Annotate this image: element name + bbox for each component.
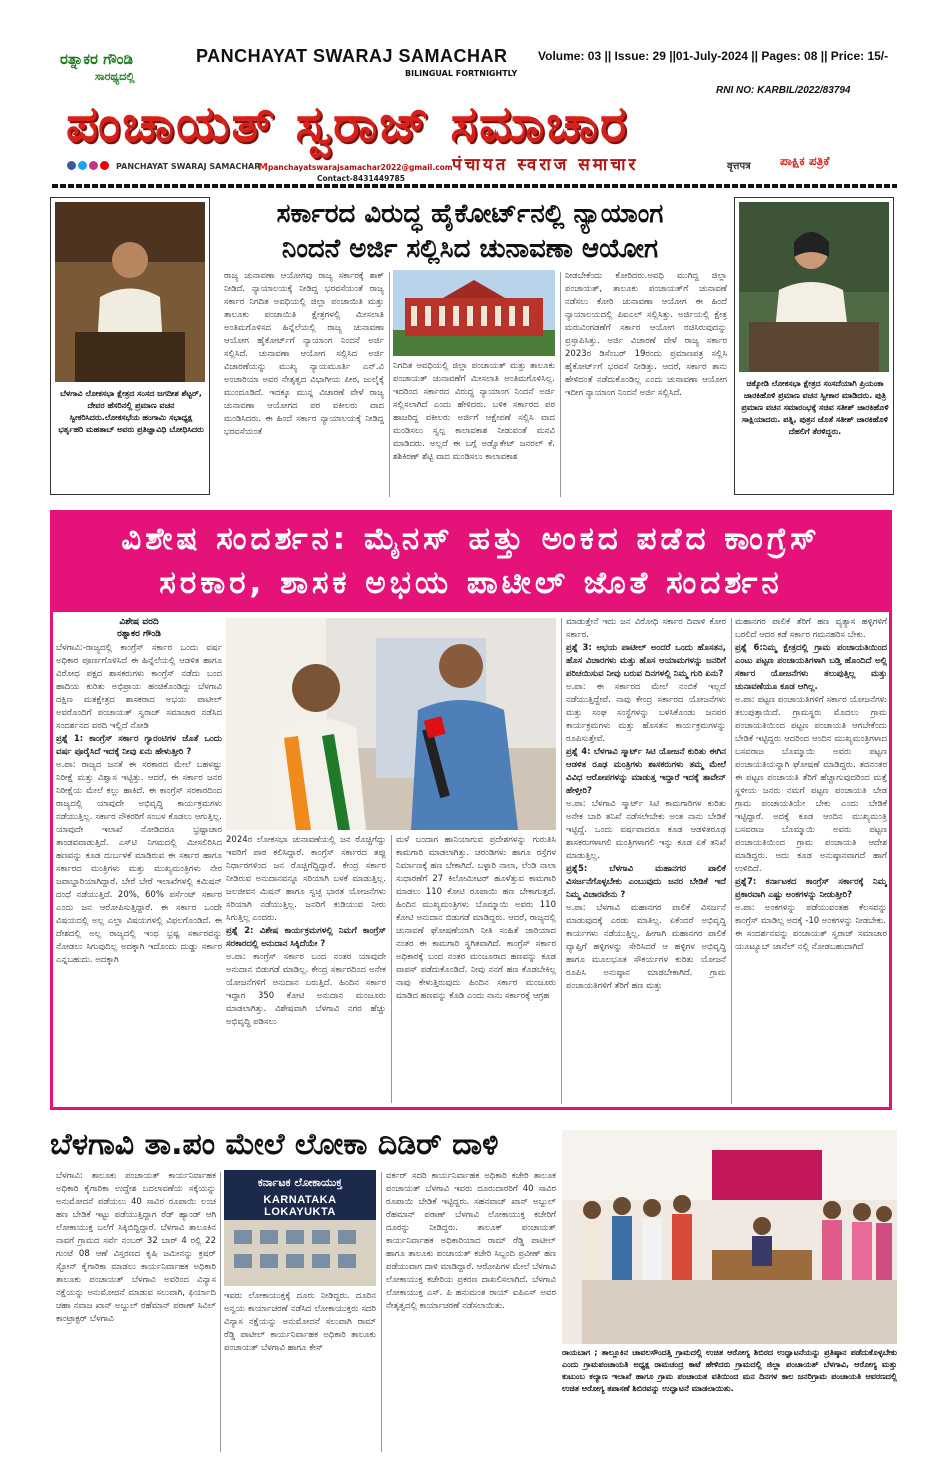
instagram-icon [89,161,98,170]
byline-author: ರತ್ನಾಕರ ಗೌಂಡಿ [117,629,161,639]
high-court-photo [393,270,555,356]
facebook-icon [67,161,76,170]
column-divider [561,618,562,1104]
social-icons [67,161,109,170]
vruttapatra-label: वृत्तपत्र [727,161,751,172]
lokayukta-sign-kannada: ಕರ್ನಾಟಕ ಲೋಕಾಯುಕ್ತ [257,1176,343,1189]
byline [56,616,222,640]
answer-1: ಅ.ಪಾ: ರಾಜ್ಯದ ಜನತೆ ಈ ಸರಕಾರದ ಮೇಲೆ ಬಹಳಷ್ಟು ನಿರೀಕ್ಷೆ ಮತ್ತು ವಿಶ್ವಾಸ ಇಟ್ಟಿತ್ತು. ಆದರೆ, ಈ ಸರ್ಕಾರ ಜನರ ನಿರೀಕ್ಷೆಯ ಮೇಲೆ ಕಲ್ಲು ಹಾಕಿದೆ. ಈ ಕಾಂಗ್ರೆಸ್ ಸರಕಾರದಿಂದ ರಾಜ್ಯದಲ್ಲಿ ಯಾವುದೇ ಅಭಿವೃದ್ಧಿ ಕಾರ್ಯಕ್ರಮಗಳು ನಡೆಯುತ್ತಿಲ್ಲ. ಸರ್ಕಾರ ನೌಕರರಿಗೆ ಸಂಬಳ ಕೊಡಲು ಆಗುತ್ತಿಲ್ಲ. ಯಾವುದೇ ಇಲಾಖೆ ನೋಡಿದರೂ ಭ್ರಷ್ಟಾಚಾರ ತಾಂಡವವಾಡುತ್ತಿದೆ. ಎಸ್‌ಟಿ ನಿಗಮದಲ್ಲಿ ಮೀಸಲಿರಿಸಿದ ಹಣವನ್ನು ಕೂಡ ದುರ್ಬಳಕೆ ಮಾಡಿರುವ ಈ ಸರ್ಕಾರ ಹಾಗೂ ಸರ್ಕಾರದ ಮಂತ್ರಿಗಳು ಮತ್ತು ಮುಖ್ಯಮಂತ್ರಿಗಳು ನೇರ ಜವಾಬ್ದಾರಿಯಾಗಿದ್ದಾರೆ. ಬೇರೆ ಬೇರೆ ಇಲಾಖೆಗಳಲ್ಲಿ ಕಮಿಷನ್ ದಂಧೆ ನಡೆಯುತ್ತಿದೆ. 20%, 60% ಪರ್ಸೆಂಟ್ ಸರ್ಕಾರ ಎಂದು ಜನ ಆರೋಪಿಸುತ್ತಿದ್ದಾರೆ. ಈ ಸರ್ಕಾರ ಒಂದೇ ವಿಷಯದಲ್ಲಿ ಅಲ್ಲ ಎಲ್ಲಾ ವಿಷಯಗಳಲ್ಲಿ ವಿಫಲಗೊಂಡಿದೆ. ಈ ದೇಶದಲ್ಲಿ ಅಲ್ಲ ರಾಜ್ಯದಲ್ಲಿ ಇಂಥ ಭ್ರಷ್ಟ ಸರ್ಕಾರವನ್ನು ನೋಡಲು ಸಿಗುವುದಿಲ್ಲ ಅದಕ್ಕಾಗಿ ಇದೊಂದು ದುಡ್ಡು ಸರ್ಕಾರ ಎನ್ನಬಹುದು. ಅದಕ್ಕಾಗಿ [56,760,222,965]
answer-7: ಅ.ಪಾ: ಅಂಕಗಳನ್ನು ಪಡೆಯುವಂತಹ ಕೆಲಸವನ್ನು ಕಾಂಗ್ರೆಸ್ ಮಾಡಿಲ್ಲ ಅದಕ್ಕೆ -10 ಅಂಕಗಳನ್ನು ನೀಡಬೇಕು. [735,903,887,926]
left-photo-frame [50,197,210,495]
right-photo-caption: ಚಿಕ್ಕೋಡಿ ಲೋಕಸಭಾ ಕ್ಷೇತ್ರದ ಸಂಸದೆಯಾಗಿ ಪ್ರಿಯಂಕಾ ಜಾರಕಿಹೊಳಿ ಪ್ರಮಾಣ ವಚನ ಸ್ವೀಕಾರ ಮಾಡಿದರು. ಪುತ್ರಿ ಪ್ರಮಾಣ ವಚನ ಸಮಾರಂಭಕ್ಕೆ ಸಚಿವ ಸತೀಶ್‌ ಜಾರಕಿಹೊಳಿ ಸಾಕ್ಷಿಯಾದರು. ಪತ್ನಿ, ಪುತ್ರನ ಜೊತೆ ಸತೀಶ್‌ ಜಾರಕಿಹೊಳಿ ದೆಹಲಿಗೆ ತೆರಳಿದ್ದರು. [741,379,889,436]
lokayukta-column-1: ಬೆಳಗಾವಿ: ತಾಲೂಕು ಪಂಚಾಯತ್ ಕಾರ್ಯನಿರ್ವಾಹಕ ಅಧಿಕಾರಿ ಕೈಗಾರಿಕಾ ಉದ್ದೇಶ ಬದಲಾವಣೆಯ ಸಕ್ಕೆಯನ್ನು ಅನುಮೋದನೆ ಪಡೆಯಲು 40 ಸಾವಿರ ರೂಪಾಯಿ ಲಂಚ ಹಣ ಬೇಡಿಕೆ ಇಟ್ಟು ಪಡೆಯುತ್ತಿದ್ದಾಗ ರೆಡ್ ಹ್ಯಾಂಡ್ ಆಗಿ ಲೋಕಾಯುಕ್ತ ಬಲೆಗೆ ಸಿಕ್ಕಿಬಿದ್ದಿದ್ದಾರೆ. ಬೆಳಗಾವಿ ತಾಲೂಕಿನ ನಾವಗೆ ಗ್ರಾಮದ ಸರ್ವೆ ನಂಬರ್ 32 ಬಾರ್ 4 ರಲ್ಲಿ 22 ಗುಂಟೆ 08 ಆಣೆ ವಿಸ್ತರಣದ ಕೃಷಿ ಜಮೀನನ್ನು ಕ್ರಷರ್ ಸ್ಟೋನ್ ಕೈಗಾರಿಕಾ ಮಾಡಲು ಕಾರ್ಯನಿರ್ವಾಹಕ ಅಧಿಕಾರಿ ತಾಲೂಕು ಪಂಚಾಯತ್ ಬೆಳಗಾವಿ ಅವರಿಂದ ವಿನ್ಯಾಸ ನಕ್ಷೆಯನ್ನು ಅನುಮೋದನೆ ಮಾಡುವ ಸಲುವಾಗಿ, ಫಿರ್ಯಾದಿ ಚಹಾ ನವಾಜ ಖಾನ್ ಅಬ್ದುಲ್ ರಹೆಮಾನ್ ಪಠಾಣ್ ಸಿವಿಲ್ ಕಾಂಟ್ರಾಕ್ಟರ್ ಬೆಳಗಾವಿ [56,1171,216,1324]
column-divider [381,1172,382,1452]
answer-4: ಅ.ಪಾ: ಬೆಳಗಾವಿ ಸ್ಮಾರ್ಟ್ ಸಿಟಿ ಕಾಮಗಾರಿಗಳ ಕುರಿತು ಅನೇಕ ಬಾರಿ ತನಿಖೆ ನಡೆಸಲೇಬೇಕು ಅಂತ ನಾನು ಬೇಡಿಕೆ ಇಟ್ಟಿದ್ದೆ. ಒಂದು ವರ್ಷವಾದರೂ ಕೂಡ ಆಡಳಿತರೂಢ ಶಾಸಕರುಗಳಾಗಲಿ ಮಂತ್ರಿಗಳಾಗಲಿ ಇನ್ನು ಕೂಡ ಏಕೆ ತನಿಖೆ ಮಾಡುತ್ತಿಲ್ಲ. [566,799,726,861]
interview-column-5 [735,616,887,1104]
question-5: ಪ್ರಶ್ನೆ5: ಬೆಳಗಾವಿ ಮಹಾನಗರ ಪಾಲಿಕೆ ವಿಸರ್ಜನೆಗೊಳ್ಳಬೇಕು ಎಂಬುವುದು ಜನರ ಬೇಡಿಕೆ ಇದೆ ನಿಮ್ಮ ವಿಚಾರವೇನು ? [566,864,726,900]
mp-priyanka-jarkiholi-photo [739,202,889,372]
question-2: ಪ್ರಶ್ನೆ 2: ವಿಶೇಷ ಕಾರ್ಯಕ್ರಮಗಳಲ್ಲಿ ನಿಮಗೆ ಕಾಂಗ್ರೆಸ್ ಸರಕಾರದಲ್ಲಿ ಅನುದಾನ ಸಿಕ್ಕಿದೆಯೇ ? [226,926,386,949]
intro-text: ಬೆಳಗಾವಿ:-ರಾಜ್ಯದಲ್ಲಿ ಕಾಂಗ್ರೆಸ್ ಸರ್ಕಾರ ಒಂದು ವರ್ಷ ಅಧಿಕಾರ ಪೂರ್ಣಗೊಳಿಸಿದೆ ಈ ಹಿನ್ನೆಲೆಯಲ್ಲಿ ಆಡಳಿತ ಹಾಗೂ ವಿರೋಧ ಪಕ್ಷದ ಶಾಸಕರುಗಳು ಕಾಂಗ್ರೆಸ್ ನಡೆದು ಬಂದ ಹಾದಿಯ ಕುರಿತು ಅಭಿಪ್ರಾಯ ಹಂಚಿಕೊಂಡಿದ್ದು ಬೆಳಗಾವಿ ದಕ್ಷಿಣ ಮತಕ್ಷೇತ್ರದ ಶಾಸಕರಾದ ಅಭಯ ಪಾಟೀಲ್ ಅವರೊಂದಿಗೆ ಪಂಚಾಯತ್ ಸ್ವರಾಜ್ ಸಮಾಚಾರ ನಡೆಸಿದ ಸಂದರ್ಶನದ ವರದಿ ಇಲ್ಲಿದೆ ನೋಡಿ [56,643,222,731]
interview-column-3: ಮಳೆ ಬಂದಾಗ ಹಾನಿಯಾಗುವ ಪ್ರದೇಶಗಳನ್ನು ಗುರುತಿಸಿ ಕಾಮಗಾರಿ ಮಾಡಲಾಗಿತ್ತು. ಚರಂಡಿಗಳು ಹಾಗೂ ರಸ್ತೆಗಳ ನಿರ್ಮಾಣಕ್ಕೆ ಹಣ ಬೇಕಾಗಿದೆ. ಬಳ್ಳಾರಿ ನಾಲಾ, ಲೆಂಡಿ ನಾಲಾ ಸುಧಾರಣೆಗೆ 27 ಕಿಲೋಮೀಟರ್ ಹೂಳೆತ್ತುವ ಕಾಮಗಾರಿ ಮಾಡಲು 110 ಕೋಟಿ ರೂಪಾಯಿ ಹಣ ಬೇಕಾಗುತ್ತದೆ. ಹಿಂದಿನ ಮುಖ್ಯಮಂತ್ರಿಗಳು ಬೊಮ್ಮಾಯಿ ಅವರು 110 ಕೋಟಿ ಅನುದಾನ ಬಿಡುಗಡೆ ಮಾಡಿದ್ದರು. ಆದರೆ, ರಾಜ್ಯದಲ್ಲಿ ಚುನಾವಣೆ ಘೋಷಣೆಯಾಗಿ ನೀತಿ ಸಂಹಿತೆ ಜಾರಿಯಾದ ನಂತರ ಈ ಕಾಮಗಾರಿ ಸ್ಥಗಿತವಾಗಿದೆ. ಕಾಂಗ್ರೆಸ್ ಸರ್ಕಾರ ಅಧಿಕಾರಕ್ಕೆ ಬಂದ ನಂತರ ಮಂಜೂರಾದ ಹಣವನ್ನು ಕೂಡ ವಾಪಸ್ ಪಡೆದುಕೊಂಡಿದೆ. ನೀವು ನನಗೆ ಹಣ ಕೊಡಬೇಕಿಲ್ಲ ನಾವು ಕೇಳುತ್ತಿರುವುದು ಹಿಂದಿನ ಸರ್ಕಾರ ಮಂಜೂರು ಮಾಡಿದ ಹಣವನ್ನು ಕೊಡಿ ಎಂದು ನಾನು ಸರ್ಕಾರಕ್ಕೆ ಆಗ್ರಹ [396,835,556,1001]
left-photo-caption: ಬೆಳಗಾವಿ ಲೋಕಸಭಾ ಕ್ಷೇತ್ರದ ಸಂಸದ ಜಗದೀಶ ಶೆಟ್ಟರ್‌, ದೇವರ ಹೆಸರಿನಲ್ಲಿ ಪ್ರಮಾಣ ವಚನ ಸ್ವೀಕರಿಸಿದರು.ಲೋಕಸಭೆಯ ಹಂಗಾಮಿ ಸಭಾಧ್ಯಕ್ಷ ಭರ್ತೃಹರಿ ಮಹತಾಬ್‌ ಅವರು ಪ್ರತಿಜ್ಞಾವಿಧಿ ಬೋಧಿಸಿದರು [58,389,204,434]
column-divider [560,272,561,497]
masthead-divider [52,184,897,188]
column-divider [389,272,390,497]
lokayukta-headline: ಬೆಳಗಾವಿ ತಾ.ಪಂ ಮೇಲೆ ಲೋಕಾ ದಿಡಿರ್ ದಾಳಿ [50,1127,499,1162]
masthead [0,0,945,188]
title-kannada: ಪಂಚಾಯತ್ ಸ್ವರಾಜ್ ಸಮಾಚಾರ [66,95,629,153]
brand-kannada: ರತ್ನಾಕರ ಗೌಂಡಿ [60,50,133,68]
person-figure-icon [55,202,205,382]
right-photo-frame [734,197,894,495]
answer-3: ಅ.ಪಾ: ಈ ಸರ್ಕಾರದ ಮೇಲೆ ನಂಬಿಕೆ ಇಲ್ಲದೆ ನಡೆಯುತ್ತಿದ್ದೇವೆ. ನಾವು ಕೇಂದ್ರ ಸರ್ಕಾರದ ಯೋಜನೆಗಳು ಮತ್ತು ಸಂಘ ಸಂಸ್ಥೆಗಳನ್ನು ಬಳಸಿಕೊಂಡು ಜನಪರ ಕಾರ್ಯಕ್ರಮಗಳು ಮತ್ತು ಹೊಸತನ ಕಾರ್ಯಕ್ರಮಗಳನ್ನು ರೂಪಿಸುತ್ತೇವೆ. [566,682,726,744]
group-people-icon [562,1130,897,1344]
lokayukta-sign-english: KARNATAKA LOKAYUKTA [263,1194,337,1218]
column-divider [220,1172,221,1452]
lokayukta-column-2: ಇವರು ಲೋಕಾಯುಕ್ತಕ್ಕೆ ದೂರು ನೀಡಿದ್ದರು. ದೂರಿನ ಅನ್ವಯ ಕಾರ್ಯಾಚರಣೆ ನಡೆಸಿದ ಲೋಕಾಯುಕ್ತರು ಸದರಿ ವಿನ್ಯಾಸ ನಕ್ಷೆಯನ್ನು ಅನುಮೋದನೆ ಸಲುವಾಗಿ ರಾಮ್ ರೆಡ್ಡಿ ಪಾಟೀಲ್ ಕಾರ್ಯನಿರ್ವಾಹಕ ಅಧಿಕಾರಿ ತಾಲೂಕು ಪಂಚಾಯತ್ ಬೆಳಗಾವಿ ಹಾಗೂ ಕೇಸ್ [224,1291,376,1353]
question-1: ಪ್ರಶ್ನೆ 1: ಕಾಂಗ್ರೆಸ್ ಸರ್ಕಾರ ಗ್ಯಾರಂಟಿಗಳ ಜೊತೆ ಒಂದು ವರ್ಷ ಪೂರೈಸಿದೆ ಇದಕ್ಕೆ ನೀವು ಏನು ಹೇಳುತ್ತೀರಿ ? [56,734,222,757]
question-6: ಪ್ರಶ್ನೆ 6:ನಿಮ್ಮ ಕ್ಷೇತ್ರದಲ್ಲಿ ಗ್ರಾಮ ಪಂಚಾಯತಿಯಿಂದ ಎಂಟು ಪಟ್ಟಣ ಪಂಚಾಯತಿಗಳಾಗಿ ಬಡ್ತಿ ಹೊಂದಿದೆ ಅಲ್ಲಿ ಸರ್ಕಾರ ಯೋಜನೆಗಳು ತಲುಪುತ್ತಿಲ್ಲ ಮತ್ತು ಚುನಾವಣೆಯೂ ಕೂಡ ಆಗಿಲ್ಲ. [735,643,887,692]
gmail-icon: M [258,162,268,173]
pakshika-label: ಪಾಕ್ಷಿಕ ಪತ್ರಿಕೆ [780,154,830,168]
email: Mpanchayatswarajsamachar2022@gmail.com [258,162,453,173]
story1-headline-line2: ನಿಂದನೆ ಅರ್ಜಿ ಸಲ್ಲಿಸಿದ ಚುನಾವಣಾ ಆಯೋಗ [281,234,659,264]
lokayukta-column-3: ವರ್ಕರ್ ಸದರಿ ಕಾರ್ಯನಿರ್ವಾಹಕ ಅಧಿಕಾರಿ ಕಚೇರಿ ತಾಲೂಕ ಪಂಚಾಯತ್ ಬೆಳಗಾವಿ ಇವರು ದೂರುದಾರರಿಗೆ 40 ಸಾವಿರ ರೂಪಾಯಿ ಬೇಡಿಕೆ ಇಟ್ಟಿದ್ದರು. ಸಹನವಾಜ್ ಖಾನ್ ಅಬ್ದುಲ್ ರೆಹಮಾನ್ ಪಠಾಣ್ ಬೆಳಗಾವಿ ಲೋಕಾಯುಕ್ತ ಕಚೇರಿಗೆ ದೂರನ್ನು ನೀಡಿದ್ದರು. ತಾಲೂಕ್ ಪಂಚಾಯತ್ ಕಾರ್ಯನಿರ್ವಾಹಕ ಅಧಿಕಾರಿಯಾದ ರಾಮ್ ರೆಡ್ಡಿ ಪಾಟೀಲ್ ಹಾಗೂ ತಾಲೂಕು ಪಂಚಾಯತ್ ಕಚೇರಿ ಸಿಬ್ಬಂದಿ ಪ್ರವೀಣ್ ಹಣ ಪಡೆಯುವಾಗ ದಾಳಿ ಮಾಡಿದ್ದಾರೆ. ಆರೋಪಿಗಳ ಮೇಲೆ ಬೆಳಗಾವಿ ಲೋಕಾಯುಕ್ತ ಕಚೇರಿಯ ಪ್ರಕರಣ ದಾಖಲಿಸಲಾಗಿದೆ. ಬೆಳಗಾವಿ ಲೋಕಾಯುಕ್ತ ಎಸ್. ಪಿ ಹನುಮಂತ ರಾಯ್ ಐಪಿಎಸ್ ಅವರ ನೇತೃತ್ವದಲ್ಲಿ ಕಾರ್ಯಾಚರಣೆ ನಡೆಸಲಾಯಿತು. [386,1171,556,1311]
question-4: ಪ್ರಶ್ನೆ 4: ಬೆಳಗಾವಿ ಸ್ಮಾರ್ಟ್ ಸಿಟಿ ಯೋಜನೆ ಕುರಿತು ಈಗಿನ ಆಡಳಿತ ರೂಢ ಮಂತ್ರಿಗಳು ಶಾಸಕರುಗಳು ತಮ್ಮ ಮೇಲೆ ವಿವಿಧ ಆರೋಪಗಳನ್ನು ಮಾಡುತ್ತ ಇದ್ದಾರೆ ಇದಕ್ಕೆ ತಾವೇನ್ ಹೇಳ್ತೀರಿ? [566,747,726,796]
interview-photo [226,618,556,830]
interview-headline-line1: ವಿಶೇಷ ಸಂದರ್ಶನ: ಮೈನಸ್ ಹತ್ತು ಅಂಕದ ಪಡೆದ ಕಾಂಗ್ರೆಸ್ [121,521,821,557]
question-7: ಪ್ರಶ್ನೆ7: ಕರ್ನಾಟಕದ ಕಾಂಗ್ರೆಸ್ ಸರ್ಕಾರಕ್ಕೆ ನಿಮ್ಮ ಪ್ರಕಾರವಾಗಿ ಎಷ್ಟು ಅಂಕಗಳನ್ನು ನೀಡುತ್ತೀರಿ? [735,877,887,900]
subtitle-english: BILINGUAL FORTNIGHTLY [405,69,518,78]
story1-column-3: ನೀಡಬೇಕೆಂದು ಕೋರಿದರು.ಅವಧಿ ಮುಗಿದ್ದ ಜಿಲ್ಲಾ ಪಂಚಾಯತ್, ತಾಲೂಕು ಪಂಚಾಯತ್‌ಗೆ ಚುನಾವಣೆ ನಡೆಸಲು ಕೋರಿ ಚುನಾವಣಾ ಆಯೋಗ ಈ ಹಿಂದೆ ನ್ಯಾಯಾಲಯದಲ್ಲಿ ಪಿಐಎಲ್ ಸಲ್ಲಿಸಿತ್ತು. ಅರ್ಜಿಯಲ್ಲಿ ಕ್ಷೇತ್ರ ಮರುವಿಂಗಡಣೆಗೆ ಸರ್ಕಾರ ಆಯೋಗ ರಚಿಸಿರುವುದನ್ನು ಪ್ರಸ್ತಾಪಿಸಿತ್ತು. ಅರ್ಜಿ ವಿಚಾರಣೆ ವೇಳೆ ರಾಜ್ಯ ಸರ್ಕಾರ 2023ರ ಡಿಸೆಂಬರ್ 19ರಂದು ಪ್ರಮಾಣಪತ್ರ ಸಲ್ಲಿಸಿ ಹೈಕೋರ್ಟ್‌ಗೆ ಭರವಸೆ ನೀಡಿತ್ತು. ಆದರೆ, ಸರ್ಕಾರ ತಾನು ಹೇಳಿದಂತೆ ನಡೆದುಕೊಂಡಿಲ್ಲ ಎಂದು ಚುನಾವಣಾ ಆಯೋಗ ಇದೀಗ ನ್ಯಾಯಾಂಗ ನಿಂದನೆ ಅರ್ಜಿ ಸಲ್ಲಿಸಿದೆ. [565,271,727,398]
health-camp-photo [562,1130,897,1344]
column-divider [731,618,732,1104]
answer-6: ಅ.ಪಾ: ಪಟ್ಟಣ ಪಂಚಾಯತಿಗಳಿಗೆ ಸರ್ಕಾರ ಯೋಜನೆಗಳು ತಲುಪುತ್ತಾಯಿದೆ. ಗ್ರಾಮಸ್ಥರು ಮೊದಲು ಗ್ರಾಮ ಪಂಚಾಯತಿಯಿಂದ ಪಟ್ಟಣ ಪಂಚಾಯತಿ ಆಗಬೇಕೆಂದು ಬೇಡಿಕೆ ಇಟ್ಟಿದ್ದರು ಆದರಿಂದ ಆಂದಿನ ಮುಖ್ಯಮಂತ್ರಿಗಳಾದ ಬಸವರಾಜ ಬೊಮ್ಮಾಯಿ ಅವರು ಪಟ್ಟಣ ಪಂಚಾಯತಿಯನ್ನಾಗಿ ಘೋಷಣೆ ಮಾಡಿದ್ದರು. ತದನಂತರ ಈ ಪಟ್ಟಣ ಪಂಚಾಯತಿ ತೆರಿಗೆ ಹೆಚ್ಚಾಗುವುದರಿಂದ ಮತ್ತೆ ಸ್ಥಳೀಯ ಜನರು ನಮಗೆ ಪಟ್ಟಣ ಪಂಚಾಯತಿ ಬೇಡ ಗ್ರಾಮ ಪಂಚಾಯತಿಯೇ ಬೇಕು ಎಂದು ಬೇಡಿಕೆ ಇಟ್ಟಿದ್ದಾರೆ. ಅದಕ್ಕೆ ಕೂಡ ಆಂದಿನ ಮುಖ್ಯಮಂತ್ರಿ ಬಸವರಾಜ ಬೊಮ್ಮಾಯಿ ಅವರು ಪಟ್ಟಣ ಪಂಚಾಯತಿಯಿಂದ ಗ್ರಾಮ ಪಂಚಾಯತಿ ಆದೇಶ ಮಾಡಿದ್ದರು. ಅದು ಕೂಡ ಅನುಷ್ಠಾನವಾಗದೆ ಹಾಗೆ ಉಳಿದಿದೆ. [735,695,887,874]
twitter-icon [78,161,87,170]
youtube-icon [100,161,109,170]
story1-column-1: ರಾಜ್ಯ ಚುನಾವಣಾ ಆಯೋಗವು ರಾಜ್ಯ ಸರ್ಕಾರಕ್ಕೆ ಶಾಕ್ ನೀಡಿದೆ. ನ್ಯಾಯಾಲಯಕ್ಕೆ ನೀಡಿದ್ದ ಭರವಸೆಯಂತೆ ರಾಜ್ಯ ಸರ್ಕಾರ ನಿಗದಿತ ಅವಧಿಯಲ್ಲಿ ಜಿಲ್ಲಾ ಪಂಚಾಯಿತಿ ಮತ್ತು ತಾಲೂಕು ಪಂಚಾಯಿತಿ ಕ್ಷೇತ್ರಗಳಲ್ಲಿ ಮೀಸಲಾತಿ ಅಂತಿಮಗೊಳಿಸದ ಹಿನ್ನೆಲೆಯಲ್ಲಿ ರಾಜ್ಯ ಚುನಾವಣಾ ಆಯೋಗ ಹೈಕೋರ್ಟ್‌ಗೆ ನ್ಯಾಯಾಂಗ ನಿಂದನೆ ಅರ್ಜಿ ಸಲ್ಲಿಸಿದೆ. ಚುನಾವಣಾ ಆಯೋಗ ಸಲ್ಲಿಸಿದ ಅರ್ಜಿ ವಿಚಾರಣೆಯನ್ನು ಮುಖ್ಯ ನ್ಯಾಯಮೂರ್ತಿ ಎನ್.ವಿ ಅಂಜಾರಿಯಾ ಅವರ ನೇತೃತ್ವದ ವಿಭಾಗೀಯ ಪೀಠ, ಜುಲೈಕ್ಕೆ ಮುಂದೂಡಿದೆ. ಇದಕ್ಕೂ ಮುನ್ನ ವಿಚಾರಣೆ ವೇಳೆ ರಾಜ್ಯ ಚುನಾವಣಾ ಆಯೋಗದ ಪರ ವಕೀಲರು ವಾದ ಮಂಡಿಸಿದರು. ಈ ಹಿಂದೆ ಸರ್ಕಾರ ನ್ಯಾಯಾಲಯಕ್ಕೆ ನೀಡಿದ್ದ ಭರವಸೆಯಂತೆ [224,271,384,437]
column-4-text: ಮಾಡುತ್ತೇನೆ ಇದು ಜನ ವಿರೋಧಿ ಸರ್ಕಾರ ದಿವಾಳಿ ಕೋರ ಸರ್ಕಾರ. [566,617,726,640]
column-5-text: ಮಹಾನಗರ ಪಾಲಿಕೆ ತೆರಿಗೆ ಹಣ ವ್ಯತ್ಯಾಸ ಹಳ್ಳಿಗಳಿಗೆ ಬರಲಿದೆ ಆದರ ಕಡೆ ಸರ್ಕಾರ ಗಮನಹರಿಸ ಬೇಕು. [735,617,887,640]
interview-scene-icon [226,618,556,830]
title-english: PANCHAYAT SWARAJ SAMACHAR [196,46,508,66]
interview-column-2 [226,834,386,1104]
answer-5: ಅ.ಪಾ: ಬೆಳಗಾವಿ ಮಹಾನಗರ ಪಾಲಿಕೆ ವಿಸರ್ಜನೆ ಮಾಡುವುದಕ್ಕೆ ಎರಡು ಮಾತಿಲ್ಲ. ಏಕೆಂದರೆ ಅಭಿವೃದ್ಧಿ ಕಾರ್ಯಗಳು ನಡೆಯುತ್ತಿಲ್ಲ. ಹೀಗಾಗಿ ಮಹಾನಗರ ಪಾಲಿಕೆ ವ್ಯಾಪ್ತಿಗೆ ಹಳ್ಳಿಗಳನ್ನು ಸೇರಿಸಿದರೆ ಆ ಹಳ್ಳಿಗಳ ಅಭಿವೃದ್ಧಿ ಹಾಗೂ ಮೂಲಭೂತ ಸೌಕರ್ಯಗಳ ಕುರಿತು ಯೋಜನೆ ರೂಪಿಸಿ ಅನುಷ್ಠಾನ ಮಾಡಬೇಕಾಗಿದೆ. ಗ್ರಾಮ ಪಂಚಾಯತಿಗಳಿಗೆ ತೆರಿಗೆ ಹಣ ಮತ್ತು [566,903,726,991]
building-icon [393,270,555,356]
answer-2: ಅ.ಪಾ: ಕಾಂಗ್ರೆಸ್ ಸರ್ಕಾರ ಬಂದ ನಂತರ ಯಾವುದೇ ಅನುದಾನ ಬಿಡುಗಡೆ ಮಾಡಿಲ್ಲ. ಕೇಂದ್ರ ಸರ್ಕಾರದಿಂದ ಅನೇಕ ಯೋಜನೆಗಳಿಗೆ ಅನುದಾನ ಬರುತ್ತಿದೆ. ಹಿಂದಿನ ಸರ್ಕಾರ ಇದ್ದಾಗ 350 ಕೋಟಿ ಅನುದಾನ ಮಂಜೂರು ಮಾಡಲಾಗಿತ್ತು. ವಿಶೇಷವಾಗಿ ಬೆಳಗಾವಿ ನಗರ ಹೆಚ್ಚು ಅಭಿವೃದ್ಧಿ ಪಡಿಸಲು [226,952,386,1027]
mp-jagadish-shettar-photo [55,202,205,382]
interview-headline-line2: ಸರಕಾರ, ಶಾಸಕ ಅಭಯ ಪಾಟೀಲ್ ಜೊತೆ ಸಂದರ್ಶನ [159,565,783,601]
rni-number: RNI NO: KARBIL/2022/83794 [716,85,851,96]
interview-column-4 [566,616,726,1104]
person-figure-icon [739,202,889,372]
byline-label: ವಿಶೇಷ ವರದಿ [119,617,159,627]
column-2-text: 2024ರ ಲೋಕಸಭಾ ಚುನಾವಣೆಯಲ್ಲಿ ಜನ ರೊಚ್ಚಿಗೆದ್ದು ಇವರಿಗೆ ಪಾಠ ಕಲಿಸಿದ್ದಾರೆ. ಕಾಂಗ್ರೆಸ್ ಸರ್ಕಾರದ ತಪ್ಪು ನಿರ್ಧಾರಗಳಿಂದ ಜನ ರೊಚ್ಚಿಗೆದ್ದಿದ್ದಾರೆ. ಕೇಂದ್ರ ಸರ್ಕಾರ ನೀಡಿರುವ ಅನುದಾನವನ್ನೂ ಸರಿಯಾಗಿ ಬಳಕೆ ಮಾಡುತ್ತಿಲ್ಲ. ಜಲಜೀವನ ಮಿಷನ್ ಹಾಗೂ ಸ್ವಚ್ಛ ಭಾರತ ಯೋಜನೆಗಳು ಸರಿಯಾಗಿ ನಡೆಯುತ್ತಿಲ್ಲ. ಜನರಿಗೆ ಕುಡಿಯುವ ನೀರು ಸಿಗುತ್ತಿಲ್ಲ ಎಂದರು. [226,835,386,923]
lokayukta-office-photo [224,1170,376,1286]
story1-column-2: ನಿಗದಿತ ಅವಧಿಯಲ್ಲಿ ಜಿಲ್ಲಾ ಪಂಚಾಯತ್ ಮತ್ತು ತಾಲೂಕು ಪಂಚಾಯತ್ ಚುನಾವಣೆಗೆ ಮೀಸಲಾತಿ ಅಂತಿಮಗೊಳಿಸಿಲ್ಲ. ಇದರಿಂದ ಸರ್ಕಾರದ ವಿರುದ್ಧ ನ್ಯಾಯಾಂಗ ನಿಂದನೆ ಅರ್ಜಿ ಸಲ್ಲಿಸಲಾಗಿದೆ ಎಂದು ಹೇಳಿದರು. ಬಳಿಕ ಸರ್ಕಾರದ ಪರ ಹಾಜರಿದ್ದ ವಕೀಲರು ಅರ್ಜಿಗೆ ಆಕ್ಷೇಪಣೆ ಸಲ್ಲಿಸಿ ವಾದ ಮಂಡಿಸಲು ಸ್ವಲ್ಪ ಕಾಲಾವಕಾಶ ನೀಡುವಂತೆ ಮನವಿ ಮಾಡಿದರು. ಅಲ್ಲದೆ ಈ ಬಗ್ಗೆ ಅಡ್ವೊಕೇಟ್ ಜನರಲ್ ಕೆ. ಶಶಿಕಿರಣ್ ಶೆಟ್ಟಿ ವಾದ ಮಂಡಿಸಲು ಕಾಲಾವಕಾಶ [393,361,555,462]
column-divider [391,835,392,1103]
closing-note: ಈ ಸಂದರ್ಶನವನ್ನು ಪಂಚಾಯತ್ ಸ್ವರಾಜ್ ಸಮಾಚಾರ ಯೂಟ್ಯೂಬ್ ಚಾನೆಲ್ ನಲ್ಲಿ ನೋಡಬಹುದಾಗಿದೆ [735,929,887,952]
contact: Contact-8431449785 [317,174,405,183]
health-camp-caption: ರಾಯಬಾಗ ; ತಾಲ್ಲೂಕಿನ ಚಾವಲಸೌಂದತ್ತಿ ಗ್ರಾಮದಲ್ಲಿ ಉಚಿತ ಆರೋಗ್ಯ ಶಿಬಿರದ ಉದ್ಘಾಟನೆಯನ್ನು ಪ್ರತಿಷ್ಠಾನ ಪಡೆದುಕೊಳ್ಳಬೇಕು ಎಂದು ಗ್ರಾಮಪಂಚಾಯತಿ ಅಧ್ಯಕ್ಷ ರಾಮಚಂದ್ರ ಕಾಟೆ ಹೇಳಿದರು ಗ್ರಾಮದಲ್ಲಿ ಜಿಲ್ಲಾ ಪಂಚಾಯತ್ ಬೆಳಗಾವಿ, ಆರೋಗ್ಯ ಮತ್ತು ಕುಟುಂಬ ಕಲ್ಯಾಣ ಇಲಾಖೆ ಹಾಗೂ ಗ್ರಾಮ ಪಂಚಾಯತ ವತಿಯಿಂದ ಮನ ದಿನಗಳ ಕಾಲ ಜನರಿಗ್ರಾಮ ಪಂಚಾಯತಿ ಆವರಣದಲ್ಲಿ ಉಚಿತ ಆರೋಗ್ಯ ತಪಾಸಣೆ ಶಿಬಿರವನ್ನು ಉದ್ಘಾಟನೆ ಮಾಡಲಾಯಿತು. [562,1348,897,1393]
interview-column-1 [56,642,222,1102]
story1-headline-line1: ಸರ್ಕಾರದ ವಿರುದ್ಧ ಹೈಕೋರ್ಟ್‌ನಲ್ಲಿ ನ್ಯಾಯಾಂಗ [276,199,664,229]
title-hindi: पंचायत स्वराज समाचार [452,155,639,175]
question-3: ಪ್ರಶ್ನೆ 3: ಅಭಯ ಪಾಟೀಲ್ ಅಂದರೆ ಒಂದು ಹೊಸತನ, ಹೊಸ ವಿಚಾರಗಳು ಮತ್ತು ಹೊಸ ಆಯಾಮಗಳನ್ನು ಜನರಿಗೆ ಪರಿಚಯಿಸುವ ನೀವು ಬರುವ ದಿನಗಳಲ್ಲಿ ನಿಮ್ಮ ಗುರಿ ಏನು? [566,643,726,679]
brand-kannada-sub: ಸಾರಥ್ಯದಲ್ಲಿ [95,70,135,83]
social-handle: PANCHAYAT SWARAJ SAMACHAR [116,162,261,171]
issue-meta: Volume: 03 || Issue: 29 ||01-July-2024 || Pages: 08 || Price: 15/- [538,49,889,63]
